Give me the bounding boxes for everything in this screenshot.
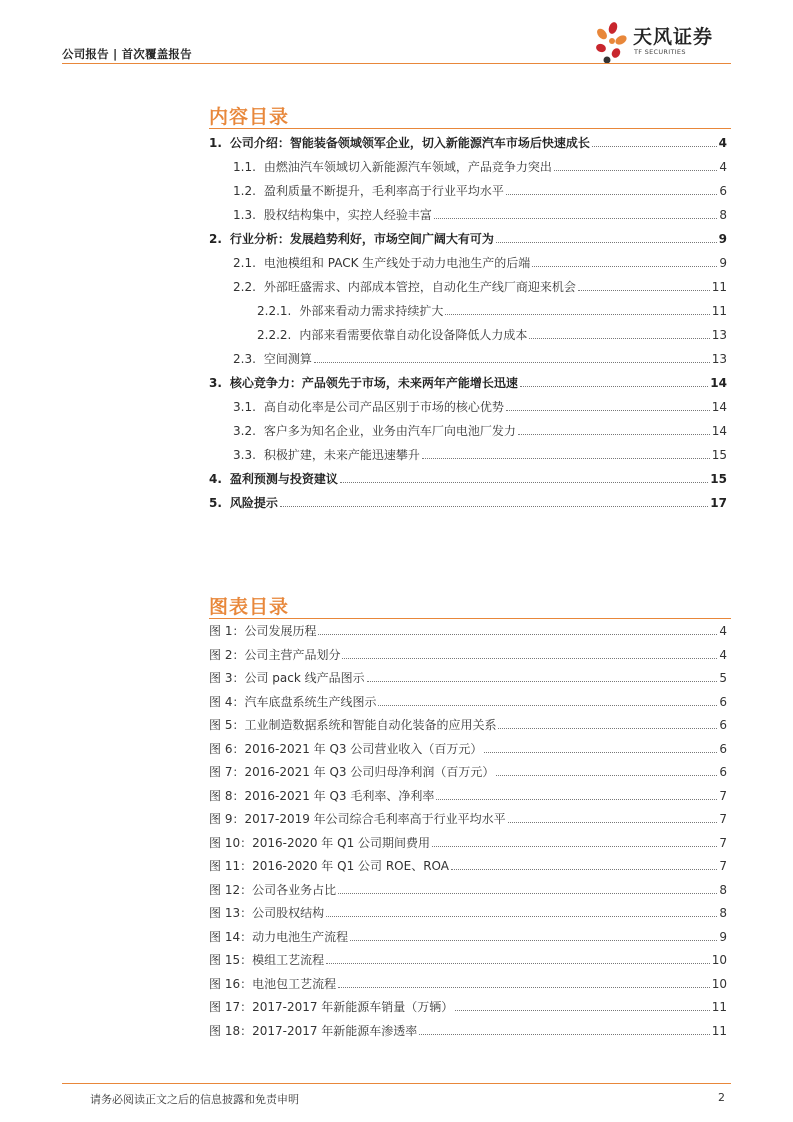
dot-leader [520,386,708,387]
contents-entry[interactable] [209,371,727,391]
dot-leader [367,681,718,682]
contents-entry[interactable] [209,347,727,367]
dot-leader [350,940,717,941]
figure-entry[interactable] [209,831,727,851]
figure-entry[interactable] [209,666,727,686]
figure-entry[interactable] [209,690,727,710]
figure-entry[interactable] [209,807,727,827]
dot-leader [518,434,710,435]
figure-entry-page: 6 [719,741,727,756]
figure-entry[interactable] [209,737,727,757]
header-divider [62,63,731,64]
contents-entry[interactable] [209,443,727,463]
figure-entry-page: 11 [711,1000,727,1014]
contents-entry-number: 1. [209,136,222,150]
contents-entry-page: 14 [710,376,727,390]
figure-entry-page: 8 [719,882,727,897]
dot-leader [326,963,710,964]
dot-leader [578,290,710,291]
contents-entry-title: 高自动化率是公司产品区别于市场的核心优势 [263,400,504,414]
contents-entry-title: 公司介绍：智能装备领域领军企业，切入新能源汽车市场后快速成长 [229,136,590,150]
contents-divider [209,128,731,129]
contents-entry-title: 空间测算 [263,352,312,366]
dot-leader [342,658,717,659]
contents-entry-page: 15 [710,472,727,486]
contents-entry-number: 3. [209,376,222,390]
figure-entry-title: 图 14：动力电池生产流程 [209,929,349,944]
contents-entry-number: 3.2. [233,424,256,438]
contents-entry-title: 行业分析：发展趋势利好，市场空间广阔大有可为 [229,232,494,246]
dot-leader [436,799,717,800]
contents-entry-number: 3.1. [233,400,256,414]
dot-leader [445,314,709,315]
figure-entry[interactable] [209,925,727,945]
contents-entry-number: 1.3. [233,208,256,222]
contents-entry-page: 13 [711,328,727,342]
contents-entry-title: 由燃油汽车领域切入新能源汽车领域，产品竞争力突出 [263,160,552,174]
contents-entry-title: 股权结构集中，实控人经验丰富 [263,208,432,222]
contents-entry-title: 盈利质量不断提升，毛利率高于行业平均水平 [263,184,504,198]
contents-entry-title: 盈利预测与投资建议 [229,472,338,486]
contents-entry-page: 4 [718,136,727,150]
figure-entry[interactable] [209,878,727,898]
figure-entry-title: 图 11：2016-2020 年 Q1 公司 ROE、ROA [209,859,449,873]
figure-entry-title: 图 13：公司股权结构 [209,906,325,920]
dot-leader [338,987,710,988]
contents-entry-title: 积极扩建，未来产能迅速攀升 [263,448,420,462]
figure-entry-title: 图 16：电池包工艺流程 [209,976,337,991]
dot-leader [508,822,718,823]
contents-entry[interactable] [209,155,727,175]
contents-entry-page: 4 [719,160,727,174]
contents-entry-number: 1.1. [233,160,256,174]
figure-entry[interactable] [209,854,727,874]
contents-entry-page: 13 [711,352,727,366]
figure-entry-title: 图 12：公司各业务占比 [209,882,337,897]
figure-entry[interactable] [209,901,727,921]
contents-entry[interactable] [209,203,727,223]
contents-entry-title: 客户多为知名企业，业务由汽车厂向电池厂发力 [263,424,516,438]
dot-leader [506,410,710,411]
figure-entry-title: 图 3：公司 pack 线产品图示 [209,671,365,685]
figure-entry-page: 6 [719,718,727,732]
dot-leader [340,482,708,483]
contents-entry-number: 2. [209,232,222,246]
contents-entry-title: 外部旺盛需求、内部成本管控，自动化生产线厂商迎来机会 [263,280,576,294]
figure-entry-title: 图 17：2017-2017 年新能源车销量（万辆） [209,1000,454,1014]
contents-title: 内容目录 [209,106,290,128]
dot-leader [422,458,710,459]
dot-leader [592,146,717,147]
disclaimer-text: 请务必阅读正文之后的信息披露和免责申明 [90,1093,299,1106]
figure-entry[interactable] [209,643,727,663]
dot-leader [318,634,717,635]
contents-entry-page: 9 [718,232,727,246]
figure-entry-page: 7 [719,859,727,873]
contents-entry[interactable] [209,395,727,415]
dot-leader [378,705,717,706]
figure-entry-page: 9 [719,929,727,944]
contents-entry-number: 2.1. [233,256,256,270]
figure-entry-page: 11 [711,1023,727,1038]
logo-english-name: TF SECURITIES [634,48,686,56]
figure-entry-page: 10 [711,976,727,991]
contents-entry[interactable] [209,491,727,511]
contents-entry-title: 外部来看动力需求持续扩大 [299,304,444,318]
figure-entry[interactable] [209,972,727,992]
dot-leader [314,362,710,363]
contents-entry[interactable] [209,323,727,343]
figure-entry-title: 图 5：工业制造数据系统和智能自动化装备的应用关系 [209,718,497,732]
contents-entry-number: 2.3. [233,352,256,366]
figure-entry-page: 5 [719,671,727,685]
contents-entry-number: 2.2.2. [257,328,292,342]
dot-leader [419,1034,709,1035]
dot-leader [484,752,717,753]
dot-leader [280,506,708,507]
contents-entry-number: 2.2. [233,280,256,294]
dot-leader [434,218,717,219]
contents-entry-page: 9 [719,256,727,270]
contents-entry-title: 电池模组和 PACK 生产线处于动力电池生产的后端 [263,256,531,270]
figure-entry-title: 图 9：2017-2019 年公司综合毛利率高于行业平均水平 [209,812,506,826]
contents-entry[interactable] [209,179,727,199]
figure-entry-title: 图 7：2016-2021 年 Q3 公司归母净利润（百万元） [209,765,495,779]
figure-entry-title: 图 1：公司发展历程 [209,624,317,638]
figure-entry-title: 图 18：2017-2017 年新能源车渗透率 [209,1023,418,1038]
figure-entry[interactable] [209,1019,727,1039]
dot-leader [338,893,717,894]
contents-entry[interactable] [209,299,727,319]
dot-leader [498,728,717,729]
dot-leader [532,266,717,267]
contents-entry[interactable] [209,251,727,271]
figure-entry[interactable] [209,713,727,733]
figures-title: 图表目录 [209,596,290,618]
contents-entry-page: 11 [711,304,727,318]
dot-leader [554,170,717,171]
dot-leader [496,242,717,243]
dot-leader [496,775,717,776]
contents-entry-number: 5. [209,496,222,510]
contents-entry[interactable] [209,227,727,247]
figure-entry[interactable] [209,760,727,780]
contents-entry-number: 2.2.1. [257,304,292,318]
figure-entry-page: 7 [719,812,727,826]
figure-entry-page: 7 [719,835,727,850]
contents-entry-number: 1.2. [233,184,256,198]
contents-entry-title: 核心竞争力：产品领先于市场，未来两年产能增长迅速 [229,376,518,390]
contents-entry-number: 3.3. [233,448,256,462]
figure-entry-title: 图 10：2016-2020 年 Q1 公司期间费用 [209,835,431,850]
logo-chinese-name: 天风证券 [633,26,714,48]
figure-entry-title: 图 8：2016-2021 年 Q3 毛利率、净利率 [209,788,435,803]
contents-entry-title: 内部来看需要依靠自动化设备降低人力成本 [299,328,528,342]
contents-entry[interactable] [209,419,727,439]
dot-leader [451,869,717,870]
figure-entry-title: 图 2：公司主营产品划分 [209,647,341,662]
figure-entry-page: 4 [719,647,727,662]
footer-divider [62,1083,731,1084]
dot-leader [529,338,709,339]
dot-leader [506,194,717,195]
contents-entry-page: 15 [711,448,727,462]
contents-entry-page: 14 [711,424,727,438]
figure-entry[interactable] [209,995,727,1015]
figure-entry-page: 7 [719,788,727,803]
contents-entry-page: 17 [710,496,727,510]
dot-leader [432,846,717,847]
figure-entry-title: 图 6：2016-2021 年 Q3 公司营业收入（百万元） [209,741,483,756]
contents-entry-page: 14 [711,400,727,414]
contents-entry[interactable] [209,131,727,151]
figure-entry-page: 6 [719,694,727,709]
figure-entry-page: 8 [719,906,727,920]
contents-entry-title: 风险提示 [229,496,278,510]
figure-entry-page: 4 [719,624,727,638]
contents-entry-number: 4. [209,472,222,486]
figure-entry-page: 10 [711,953,727,967]
contents-entry-page: 8 [719,208,727,222]
figure-entry-title: 图 15：模组工艺流程 [209,953,325,967]
report-type-header: 公司报告 | 首次覆盖报告 [62,47,192,61]
figure-entry[interactable] [209,619,727,639]
page-number: 2 [718,1091,725,1104]
figure-entry-title: 图 4：汽车底盘系统生产线图示 [209,694,377,709]
contents-entry-page: 6 [719,184,727,198]
dot-leader [326,916,717,917]
dot-leader [455,1010,709,1011]
contents-entry-page: 11 [711,280,727,294]
contents-entry[interactable] [209,467,727,487]
figure-entry[interactable] [209,948,727,968]
contents-entry[interactable] [209,275,727,295]
figure-entry-page: 6 [719,765,727,779]
figure-entry[interactable] [209,784,727,804]
